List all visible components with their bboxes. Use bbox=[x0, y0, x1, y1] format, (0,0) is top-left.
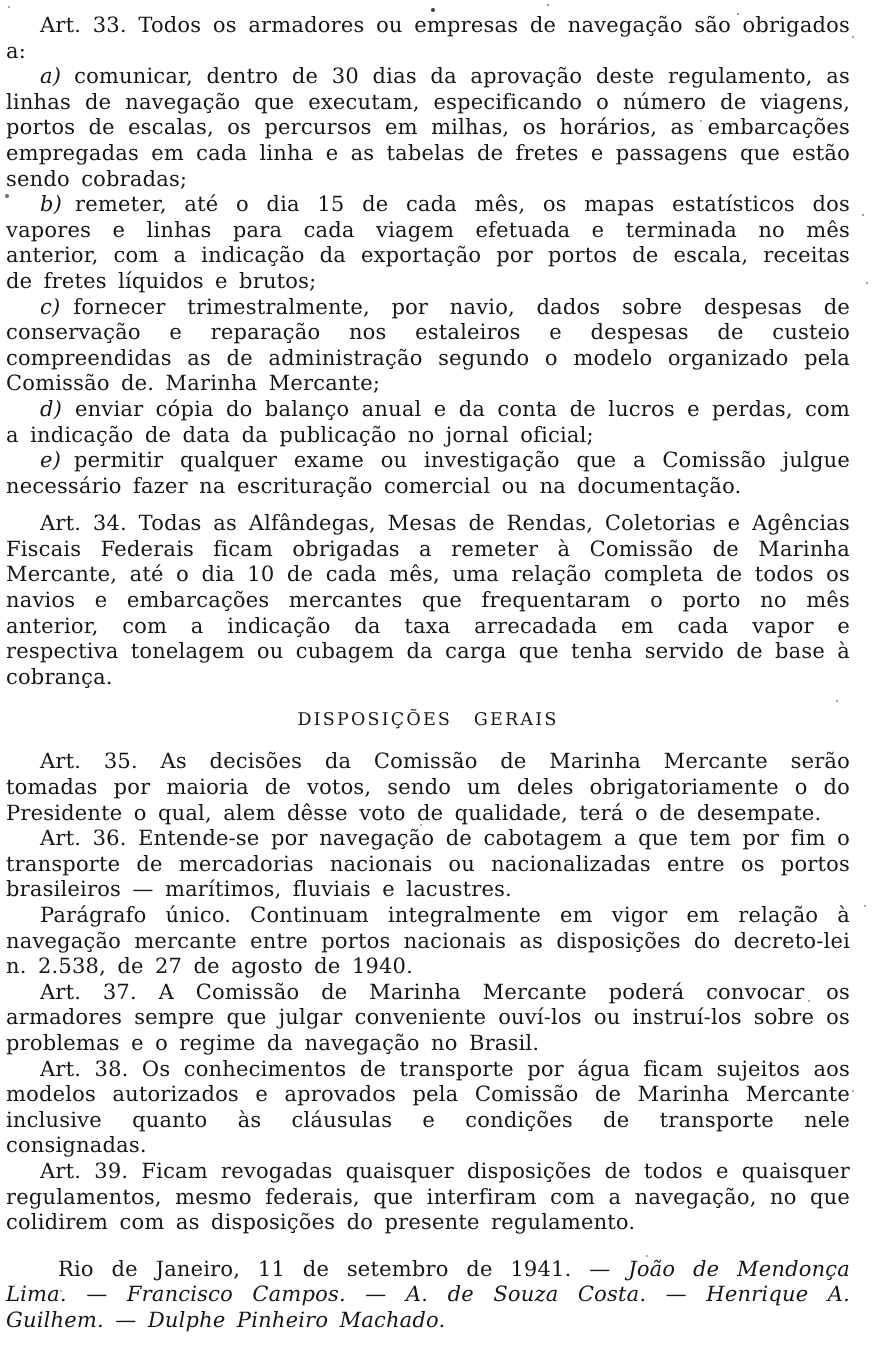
item-letter-a: a) bbox=[40, 64, 62, 89]
paragraph-text: Parágrafo único. Continuam integralmente em vigor em relação à navegação mercante entre portos nacionais as disposições do decreto-lei n. 2.538, de 27 de agosto de 1940. bbox=[6, 903, 850, 979]
paragraph-text: Art. 34. Todas as Alfândegas, Mesas de Rendas, Coletorias e Agências Fiscais Federais ficam obrigadas a remeter à Comissão de Marinha Mercante, até o dia 10 de cada mês, uma relação completa de todos os navios e embarcações mercantes que frequentaram o porto no mês anterior, com a indicação da taxa arrecadada em cada vapor e respectiva tonelagem ou cubagem da carga que tenha servido de base à cobrança. bbox=[6, 511, 850, 689]
signature-dateline: Rio de Janeiro, 11 de setembro de 1941. — bbox=[58, 1256, 629, 1281]
paragraph-item-c bbox=[6, 295, 850, 397]
paragraph-text: Art. 36. Entende-se por navegação de cabotagem a que tem por fim o transporte de mercadorias nacionais ou nacionalizadas entre os portos brasileiros — marítimos, fluviais e lacustres. bbox=[6, 826, 850, 902]
paragraph-text: Art. 37. A Comissão de Marinha Mercante poderá convocar os armadores sempre que julgar conveniente ouví-los ou instruí-los sobre os problemas e o regime da navegação no Brasil. bbox=[6, 979, 850, 1055]
item-letter-d: d) bbox=[40, 396, 63, 421]
paragraph-art-39 bbox=[6, 1159, 850, 1236]
paragraph-art-34 bbox=[6, 511, 850, 690]
paragraph-art-35 bbox=[6, 749, 850, 826]
paragraph-text: enviar cópia do balanço anual e da conta de lucros e perdas, com a indicação de data da publicação no jornal oficial; bbox=[6, 396, 850, 447]
paragraph-item-b bbox=[6, 192, 850, 294]
paragraph-text: Art. 38. Os conhecimentos de transporte por água ficam sujeitos aos modelos autorizados e aprovados pela Comissão de Marinha Mercante inclusive quanto às cláusulas e condições de transporte nele consignadas. bbox=[6, 1056, 850, 1158]
paragraph-item-e bbox=[6, 448, 850, 499]
scan-noise-speckles bbox=[0, 0, 2, 2]
paragraph-text: permitir qualquer exame ou investigação que a Comissão julgue necessário fazer na escrituração comercial ou na documentação. bbox=[6, 448, 850, 498]
paragraph-item-a bbox=[6, 64, 850, 192]
item-letter-c: c) bbox=[40, 294, 61, 319]
paragraph-item-d bbox=[6, 397, 850, 448]
paragraph-text: comunicar, dentro de 30 dias da aprovação deste regulamento, as linhas de navegação que executam, especificando o número de viagens, portos de escalas, os percursos em milhas, os horários, as embarcações empregadas em cada linha e as tabelas de fretes e passagens que estão sendo cobradas; bbox=[6, 64, 850, 191]
item-letter-b: b) bbox=[40, 192, 63, 217]
paragraph-text: Art. 33. Todos os armadores ou empresas de navegação são obrigados a: bbox=[6, 13, 850, 63]
item-letter-e: e) bbox=[40, 448, 62, 473]
paragraph-text: Art. 35. As decisões da Comissão de Marinha Mercante serão tomadas por maioria de votos, sendo um deles obrigatoriamente o do Presidente o qual, alem dêsse voto de qualidade, terá o de desempate. bbox=[6, 749, 850, 825]
section-heading-disposicoes-gerais: DISPOSIÇÕES GERAIS bbox=[297, 710, 559, 731]
paragraph-art-36 bbox=[6, 826, 850, 903]
signature-line bbox=[6, 1257, 850, 1334]
paragraph-text: remeter, até o dia 15 de cada mês, os mapas estatísticos dos vapores e linhas para cada viagem efetuada e terminada no mês anterior, com a indicação da exportação por portos de escala, receitas de fretes líquidos e brutos; bbox=[6, 192, 850, 293]
paragraph-art-33 bbox=[6, 13, 850, 64]
paragraph-paragrafo-unico bbox=[6, 903, 850, 980]
paragraph-text: fornecer trimestralmente, por navio, dados sobre despesas de conservação e reparação nos estaleiros e despesas de custeio compreendidas as de administração segundo o modelo organizado pela Comissão de. Marinha Mercante; bbox=[6, 294, 850, 396]
paragraph-art-37 bbox=[6, 980, 850, 1057]
paragraph-art-38 bbox=[6, 1057, 850, 1159]
signature-names: João de Mendonça Lima. — Francisco Campos. — A. de Souza Costa. — Henrique A. Guilhem. — Dulphe Pinheiro Machado. bbox=[6, 1256, 850, 1332]
paragraph-text: Art. 39. Ficam revogadas quaisquer disposições de todos e quaisquer regulamentos, mesmo federais, que interfiram com a navegação, no que colidirem com as disposições do presente regulamento. bbox=[6, 1158, 850, 1235]
